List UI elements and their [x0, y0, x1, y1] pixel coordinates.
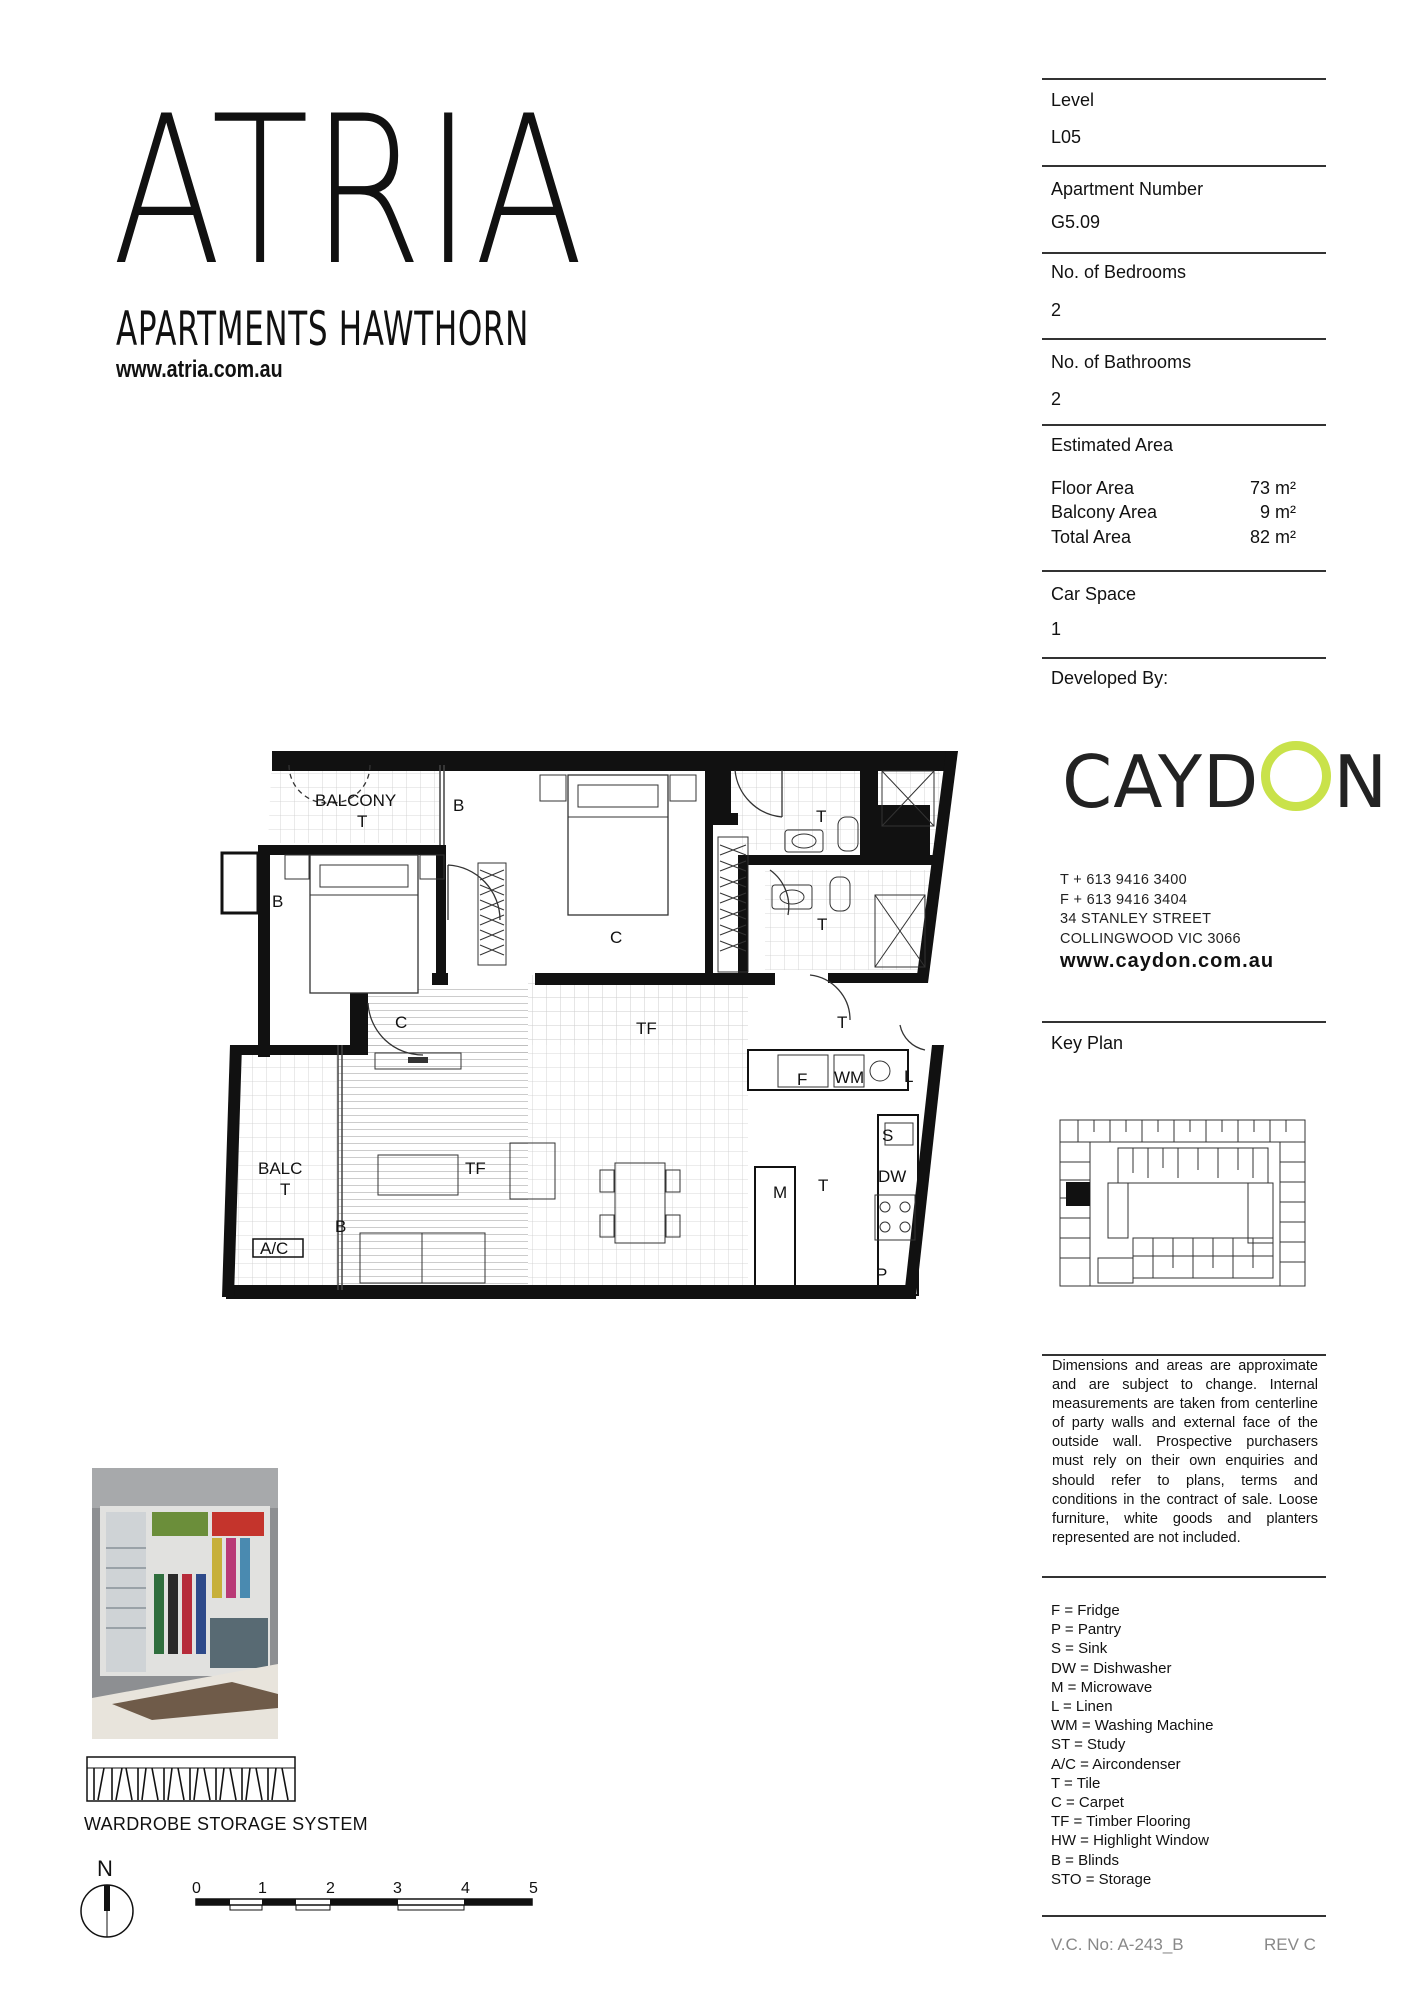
caydon-logo-text: CAYD [1062, 740, 1260, 824]
label-blinds: B [272, 892, 284, 911]
legend-item: TF = Timber Flooring [1051, 1813, 1191, 1831]
scale-tick-label: 5 [529, 1880, 538, 1897]
bedside-table [540, 775, 566, 801]
divider [1042, 657, 1326, 659]
legend-item: B = Blinds [1051, 1851, 1119, 1869]
label-tile: T [818, 1176, 829, 1195]
label-carpet: C [395, 1013, 408, 1032]
legend-item: M = Microwave [1051, 1678, 1153, 1696]
label-blinds: B [453, 796, 465, 815]
developer-fax: F + 613 9416 3404 [1060, 892, 1188, 908]
caydon-logo [1062, 740, 1388, 824]
developer-suburb: COLLINGWOOD VIC 3066 [1060, 931, 1241, 947]
scale-tick-label: 2 [326, 1880, 335, 1897]
outcrop [222, 853, 258, 913]
divider [1042, 1915, 1326, 1917]
label-sink: S [882, 1126, 894, 1145]
legend-item: DW = Dishwasher [1051, 1659, 1172, 1677]
legend-item: A/C = Aircondenser [1051, 1755, 1181, 1773]
car-space-value: 1 [1051, 619, 1062, 639]
label-fridge: F [797, 1070, 808, 1089]
area-row-floor [1051, 478, 1296, 499]
key-plan-label: Key Plan [1051, 1033, 1124, 1053]
scale-tick-label: 0 [192, 1880, 201, 1897]
disclaimer-text: Dimensions and areas are approximate and are subject to change. Internal measurements are taken from centerline of party walls and external face of the outside wall. Prospective purchasers must rely on their own enquiries and should refer to plans, terms and conditions in the contract of sale. Loose furniture, white goods and planters represented are not included. [1052, 1358, 1318, 1546]
label-washing-machine: WM [834, 1068, 865, 1087]
key-plan-highlight [1066, 1182, 1090, 1206]
label-carpet: C [610, 928, 623, 947]
label-tile: T [280, 1180, 291, 1199]
divider [1042, 1021, 1326, 1023]
legend-item: S = Sink [1051, 1640, 1108, 1658]
label-dishwasher: DW [878, 1167, 907, 1186]
area-value: 9 m² [1260, 502, 1296, 522]
developer-website[interactable]: www.caydon.com.au [1060, 950, 1275, 972]
bedside-table [670, 775, 696, 801]
living-timber [338, 1045, 528, 1293]
scale-tick-label: 3 [393, 1880, 402, 1897]
legend-item: STO = Storage [1051, 1870, 1152, 1888]
atria-logo-title: ATRIA [112, 73, 586, 311]
bedrooms-value: 2 [1051, 300, 1062, 320]
area-value: 73 m² [1249, 478, 1296, 498]
legend-item: ST = Study [1051, 1736, 1126, 1754]
estimated-area-label: Estimated Area [1051, 435, 1174, 455]
car-space-label: Car Space [1051, 584, 1137, 604]
scale-bar [194, 1897, 534, 1917]
area-row-total [1051, 527, 1296, 548]
divider [1042, 570, 1326, 572]
label-pantry: P [876, 1265, 888, 1284]
legend-item: WM = Washing Machine [1051, 1717, 1214, 1735]
label-blinds: B [335, 1217, 347, 1236]
area-value: 82 m² [1249, 527, 1296, 547]
label-tile: T [837, 1013, 848, 1032]
wardrobe-photo [92, 1468, 278, 1739]
label-linen: L [904, 1067, 914, 1086]
label-balc: BALC [258, 1159, 303, 1178]
label-balcony: BALCONY [315, 791, 397, 810]
bed [568, 775, 668, 915]
label-timber: TF [636, 1019, 657, 1038]
developer-street: 34 STANLEY STREET [1060, 911, 1212, 927]
divider [1042, 1576, 1326, 1578]
vc-number: V.C. No: A-243_B [1051, 1935, 1184, 1954]
wardrobe-symbol [86, 1756, 296, 1802]
legend-item: L = Linen [1051, 1698, 1113, 1716]
bathrooms-label: No. of Bathrooms [1051, 352, 1192, 372]
label-microwave: M [773, 1183, 788, 1202]
divider [1042, 424, 1326, 426]
label-aircon: A/C [260, 1239, 289, 1258]
north-arrow-icon [78, 1882, 136, 1940]
level-value: L05 [1051, 127, 1082, 147]
scale-tick-label: 4 [461, 1880, 470, 1897]
bed [310, 855, 418, 993]
north-label: N [97, 1856, 113, 1881]
apartment-value: G5.09 [1051, 212, 1101, 232]
divider [1042, 78, 1326, 80]
atria-logo-subtitle: APARTMENTS HAWTHORN [116, 302, 529, 357]
cooktop [875, 1195, 915, 1240]
label-timber: TF [465, 1159, 486, 1178]
area-row-balcony [1051, 502, 1296, 523]
legend [1051, 1601, 1213, 1889]
caydon-logo-o-icon [1261, 741, 1331, 811]
developed-by-label: Developed By: [1051, 668, 1169, 688]
area-name: Balcony Area [1051, 502, 1158, 522]
divider [1042, 338, 1326, 340]
caydon-logo-text-end: N [1333, 740, 1389, 824]
level-label: Level [1051, 90, 1095, 110]
floor-plan [210, 745, 970, 1305]
area-name: Total Area [1051, 527, 1132, 547]
divider [1042, 165, 1326, 167]
legend-item: HW = Highlight Window [1051, 1832, 1209, 1850]
divider [1042, 252, 1326, 254]
label-tile: T [357, 812, 368, 831]
label-tile: T [817, 915, 828, 934]
legend-item: C = Carpet [1051, 1794, 1124, 1812]
bathrooms-value: 2 [1051, 389, 1062, 409]
area-name: Floor Area [1051, 478, 1135, 498]
developer-phone: T + 613 9416 3400 [1060, 872, 1187, 888]
legend-item: P = Pantry [1051, 1621, 1122, 1639]
legend-item: F = Fridge [1051, 1602, 1120, 1619]
bedrooms-label: No. of Bedrooms [1051, 262, 1187, 282]
wardrobe-caption: WARDROBE STORAGE SYSTEM [84, 1814, 368, 1834]
apartment-label: Apartment Number [1051, 179, 1204, 199]
scale-tick-label: 1 [258, 1880, 267, 1897]
revision: REV C [1264, 1935, 1316, 1954]
bedside-table [285, 855, 309, 879]
divider [1042, 1354, 1326, 1356]
key-plan-drawing [1058, 1118, 1308, 1290]
atria-website[interactable]: www.atria.com.au [116, 356, 283, 383]
label-tile: T [816, 807, 827, 826]
legend-item: T = Tile [1051, 1774, 1101, 1792]
